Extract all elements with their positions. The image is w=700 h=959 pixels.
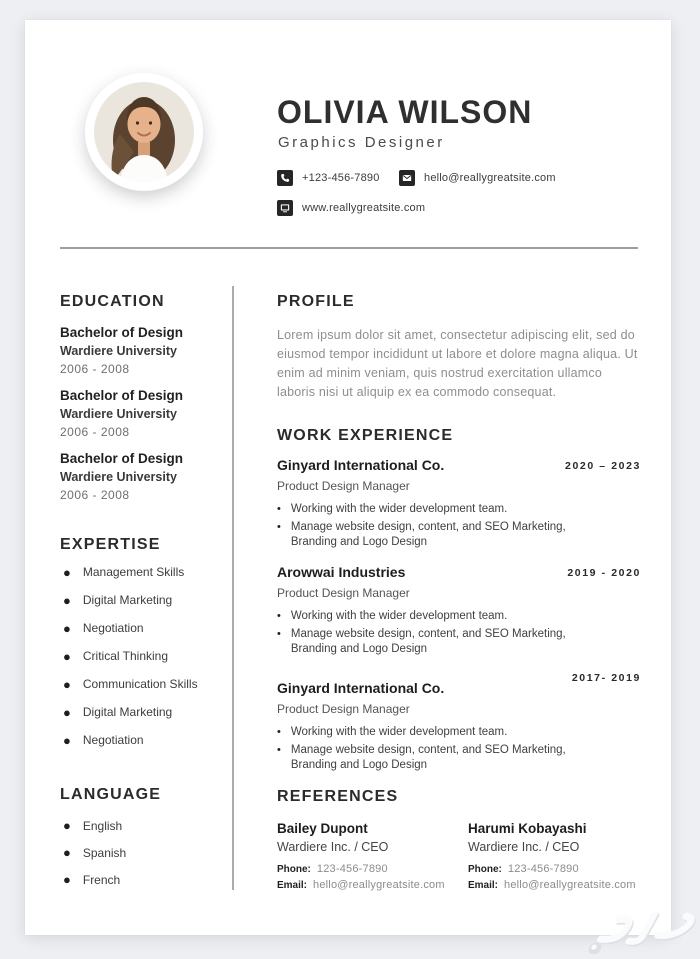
email-label: Email: <box>277 880 308 891</box>
skill-label: Negotiation <box>82 733 144 747</box>
profile-photo <box>85 73 203 191</box>
company-name: Arowwai Industries <box>277 564 406 580</box>
skill-label: Digital Marketing <box>82 593 173 607</box>
company-name: Ginyard International Co. <box>277 680 445 696</box>
job-entry <box>277 564 641 657</box>
envelope-icon <box>399 170 415 186</box>
job-bullet-list <box>277 502 641 550</box>
job-entry <box>277 672 641 773</box>
bullet-text: Working with the wider development team. <box>290 503 508 515</box>
bullet-icon: • <box>277 628 281 640</box>
reference-card <box>277 821 468 891</box>
degree-name: Bachelor of Design <box>60 325 184 340</box>
bullet-icon: ● <box>63 648 71 664</box>
header-divider <box>60 247 638 249</box>
phone-value: 123-456-7890 <box>316 863 388 875</box>
profile-photo-image <box>94 82 194 182</box>
resume-page <box>25 20 671 935</box>
list-item <box>63 614 198 642</box>
skill-label: Digital Marketing <box>82 705 173 719</box>
job-entry <box>277 457 641 550</box>
section-heading-education: EDUCATION <box>60 293 165 310</box>
reference-name: Bailey Dupont <box>277 821 368 836</box>
school-name: Wardiere University <box>60 407 177 421</box>
list-item <box>63 698 198 726</box>
phone-label: Phone: <box>468 864 502 875</box>
list-item <box>277 609 641 624</box>
list-item <box>63 670 198 698</box>
skill-label: Critical Thinking <box>82 649 169 663</box>
list-item <box>277 627 641 657</box>
profile-paragraph: Lorem ipsum dolor sit amet, consectetur adipiscing elit, sed do eiusmod tempor incididunt ut labore et dolore magna aliqua. Ut enim ad minim veniam, quis nostrud exercitation ullamco laboris nisi ut aliquip ex ea commodo consequat. <box>277 328 638 399</box>
reference-email-row <box>277 879 468 891</box>
section-heading-references: REFERENCES <box>277 788 399 805</box>
list-item <box>277 502 641 517</box>
email-label: Email: <box>468 880 499 891</box>
school-name: Wardiere University <box>60 470 177 484</box>
reference-phone-row <box>277 863 468 875</box>
reference-position: Wardiere Inc. / CEO <box>468 840 580 854</box>
education-item <box>60 325 230 376</box>
job-dates: 2017- 2019 <box>571 672 641 684</box>
section-heading-language: LANGUAGE <box>60 786 162 803</box>
haraj-watermark-graphic <box>552 904 700 954</box>
degree-name: Bachelor of Design <box>60 451 184 466</box>
list-item <box>63 839 126 866</box>
phone-icon <box>277 170 293 186</box>
job-bullet-list <box>277 725 641 773</box>
school-name: Wardiere University <box>60 344 177 358</box>
education-item <box>60 388 230 439</box>
degree-name: Bachelor of Design <box>60 388 184 403</box>
language-label: English <box>82 818 123 833</box>
job-role: Product Design Manager <box>277 479 410 493</box>
job-role: Product Design Manager <box>277 586 410 600</box>
reference-card <box>468 821 659 891</box>
bullet-icon: • <box>277 610 281 622</box>
company-name: Ginyard International Co. <box>277 457 445 473</box>
phone-label: Phone: <box>277 864 311 875</box>
job-dates: 2019 - 2020 <box>567 567 641 579</box>
job-bullet-list <box>277 609 641 657</box>
education-years: 2006 - 2008 <box>60 425 130 439</box>
job-role: Product Design Manager <box>277 702 410 716</box>
website-contact <box>277 200 425 216</box>
references-row <box>277 821 659 891</box>
reference-name: Harumi Kobayashi <box>468 821 587 836</box>
reference-email-row <box>468 879 659 891</box>
section-heading-profile: PROFILE <box>277 293 355 310</box>
bullet-icon: ● <box>63 620 71 636</box>
education-years: 2006 - 2008 <box>60 362 130 376</box>
language-label: Spanish <box>82 845 127 860</box>
skill-label: Management Skills <box>82 565 185 579</box>
bullet-icon: ● <box>63 845 71 860</box>
expertise-list <box>63 558 198 754</box>
education-item <box>60 451 230 502</box>
skill-label: Negotiation <box>82 621 144 635</box>
phone-number: +123-456-7890 <box>302 172 380 184</box>
email-contact <box>399 170 556 186</box>
job-header <box>277 672 641 696</box>
bullet-icon: ● <box>63 592 71 608</box>
reference-phone-row <box>468 863 659 875</box>
job-header <box>277 564 641 580</box>
bullet-text: Manage website design, content, and SEO Marketing, Branding and Logo Design <box>290 628 566 655</box>
language-list <box>63 812 126 893</box>
list-item <box>277 743 641 773</box>
bullet-icon: ● <box>63 818 71 833</box>
bullet-text: Working with the wider development team. <box>290 610 508 622</box>
haraj-watermark <box>552 904 700 954</box>
bullet-icon: • <box>277 744 281 756</box>
website-address: www.reallygreatsite.com <box>302 202 426 214</box>
education-years: 2006 - 2008 <box>60 488 130 502</box>
job-dates: 2020 – 2023 <box>565 460 641 472</box>
reference-position: Wardiere Inc. / CEO <box>277 840 389 854</box>
list-item <box>63 586 198 614</box>
language-label: French <box>82 872 121 887</box>
bullet-icon: ● <box>63 732 71 748</box>
skill-label: Communication Skills <box>82 677 198 691</box>
bullet-icon: • <box>277 503 281 515</box>
section-heading-work-experience: WORK EXPERIENCE <box>277 427 454 444</box>
email-value: hello@reallygreatsite.com <box>313 879 445 891</box>
email-address: hello@reallygreatsite.com <box>424 172 556 184</box>
bullet-text: Manage website design, content, and SEO Marketing, Branding and Logo Design <box>290 744 566 771</box>
list-item <box>63 558 198 586</box>
bullet-text: Working with the wider development team. <box>290 726 508 738</box>
bullet-icon: ● <box>63 872 71 887</box>
person-name: OLIVIA WILSON <box>277 94 533 130</box>
section-heading-expertise: EXPERTISE <box>60 536 161 553</box>
list-item <box>277 520 641 550</box>
bullet-icon: ● <box>63 704 71 720</box>
list-item <box>63 812 126 839</box>
list-item <box>63 726 198 754</box>
bullet-icon: • <box>277 521 281 533</box>
bullet-icon: ● <box>63 676 71 692</box>
phone-contact <box>277 170 380 186</box>
phone-value: 123-456-7890 <box>507 863 579 875</box>
job-header <box>277 457 641 473</box>
list-item <box>277 725 641 740</box>
list-item <box>63 642 198 670</box>
bullet-icon: ● <box>63 564 71 580</box>
list-item <box>63 866 126 893</box>
monitor-icon <box>277 200 293 216</box>
email-value: hello@reallygreatsite.com <box>504 879 636 891</box>
bullet-icon: • <box>277 726 281 738</box>
column-divider <box>232 286 234 890</box>
bullet-text: Manage website design, content, and SEO Marketing, Branding and Logo Design <box>290 521 566 548</box>
person-title: Graphics Designer <box>278 134 445 151</box>
